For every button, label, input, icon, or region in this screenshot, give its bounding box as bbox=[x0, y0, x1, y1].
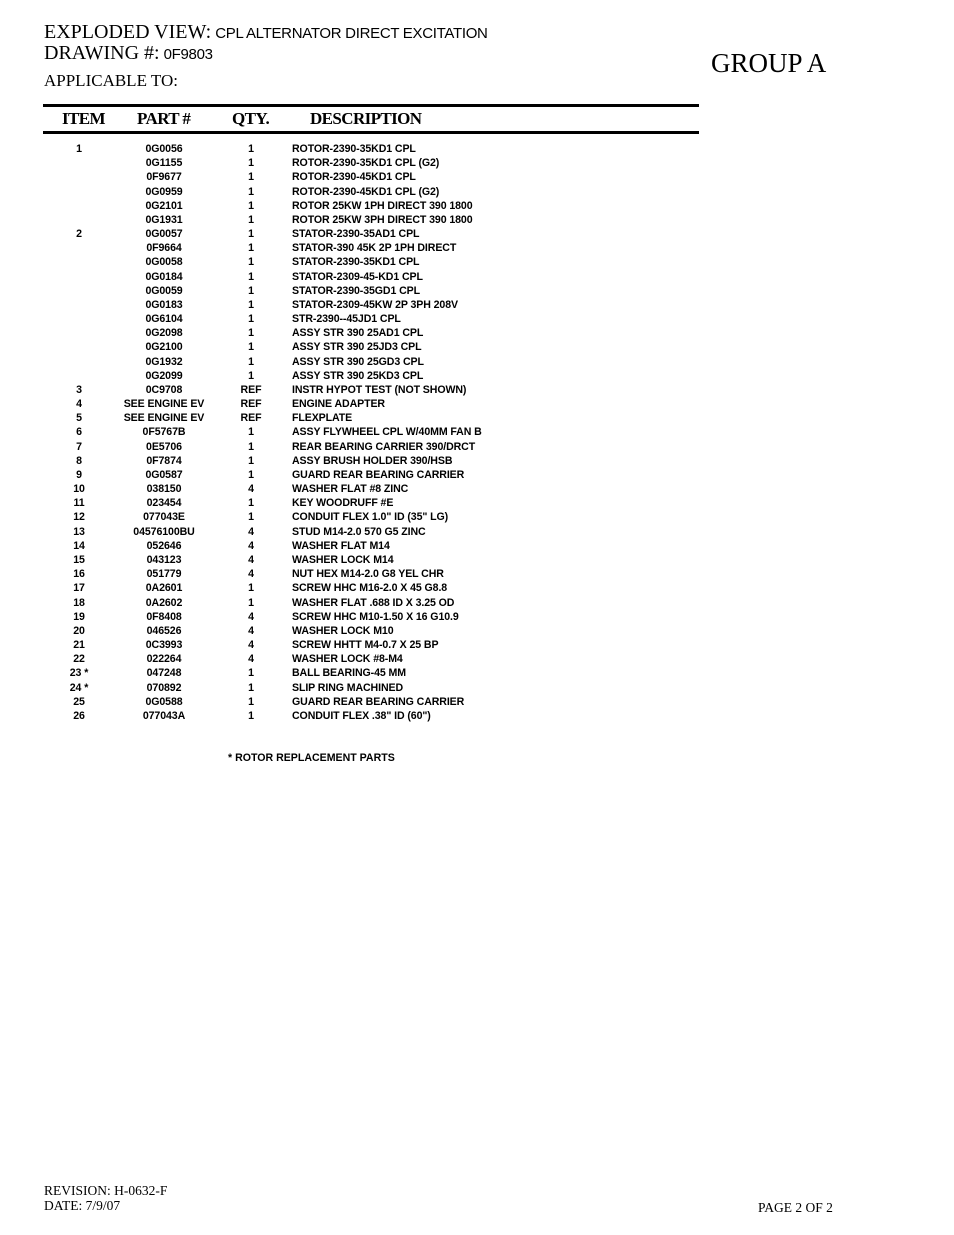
part-number-cell: 023454 bbox=[146, 497, 182, 510]
item-cell: 8 bbox=[76, 454, 82, 467]
table-row bbox=[0, 326, 954, 340]
table-row bbox=[0, 312, 954, 326]
table-row bbox=[0, 454, 954, 468]
qty-cell: 4 bbox=[248, 525, 254, 538]
description-cell: STATOR-2309-45-KD1 CPL bbox=[292, 270, 423, 283]
table-row bbox=[0, 652, 954, 666]
qty-cell: 4 bbox=[248, 483, 254, 496]
qty-cell: 4 bbox=[248, 539, 254, 552]
description-cell: SCREW HHC M10-1.50 X 16 G10.9 bbox=[292, 610, 459, 623]
qty-cell: 1 bbox=[248, 199, 254, 212]
description-cell: WASHER LOCK M10 bbox=[292, 624, 394, 637]
item-cell: 16 bbox=[73, 568, 85, 581]
drawing-number-line bbox=[44, 42, 213, 65]
part-number-cell: 0G1932 bbox=[145, 355, 183, 368]
description-cell: STR-2390--45JD1 CPL bbox=[292, 313, 401, 326]
description-cell: BALL BEARING-45 MM bbox=[292, 667, 406, 680]
table-row bbox=[0, 213, 954, 227]
part-number-cell: 0G0183 bbox=[145, 298, 183, 311]
description-cell: WASHER LOCK #8-M4 bbox=[292, 653, 403, 666]
qty-cell: 1 bbox=[248, 369, 254, 382]
column-header-qty: QTY. bbox=[232, 109, 270, 128]
description-cell: STUD M14-2.0 570 G5 ZINC bbox=[292, 525, 426, 538]
item-cell: 15 bbox=[73, 553, 85, 566]
part-number-cell: 0C3993 bbox=[145, 639, 183, 652]
part-number-cell: 046526 bbox=[146, 624, 182, 637]
part-number-cell: 0G2100 bbox=[145, 341, 183, 354]
qty-cell: 4 bbox=[248, 568, 254, 581]
table-row bbox=[0, 340, 954, 354]
table-row bbox=[0, 468, 954, 482]
qty-cell: 1 bbox=[248, 228, 254, 241]
description-cell: STATOR-2390-35GD1 CPL bbox=[292, 284, 421, 297]
qty-cell: 1 bbox=[248, 468, 254, 481]
qty-cell: 1 bbox=[248, 596, 254, 609]
description-cell: STATOR-390 45K 2P 1PH DIRECT bbox=[292, 242, 457, 255]
qty-cell: 4 bbox=[248, 639, 254, 652]
item-cell: 26 bbox=[73, 709, 85, 722]
description-cell: WASHER FLAT M14 bbox=[292, 539, 390, 552]
part-number-cell: 0G0588 bbox=[145, 695, 183, 708]
applicable-to-label: APPLICABLE TO: bbox=[44, 71, 178, 90]
item-cell: 24 * bbox=[69, 681, 89, 694]
part-number-cell: 070892 bbox=[146, 681, 182, 694]
table-row bbox=[0, 227, 954, 241]
table-row bbox=[0, 355, 954, 369]
qty-cell: 1 bbox=[248, 454, 254, 467]
table-row bbox=[0, 681, 954, 695]
part-number-cell: 0A2602 bbox=[145, 596, 183, 609]
column-header-item: ITEM bbox=[62, 109, 105, 128]
description-cell: GUARD REAR BEARING CARRIER bbox=[292, 695, 465, 708]
item-cell: 17 bbox=[73, 582, 85, 595]
description-cell: ASSY BRUSH HOLDER 390/HSB bbox=[292, 454, 453, 467]
qty-cell: 1 bbox=[248, 695, 254, 708]
description-cell: SLIP RING MACHINED bbox=[292, 681, 404, 694]
description-cell: ASSY FLYWHEEL CPL W/40MM FAN B bbox=[292, 426, 482, 439]
description-cell: CONDUIT FLEX 1.0" ID (35" LG) bbox=[292, 511, 449, 524]
qty-cell: 1 bbox=[248, 511, 254, 524]
table-row bbox=[0, 270, 954, 284]
part-number-cell: 0C9708 bbox=[145, 383, 183, 396]
description-cell: REAR BEARING CARRIER 390/DRCT bbox=[292, 440, 476, 453]
description-cell: SCREW HHC M16-2.0 X 45 G8.8 bbox=[292, 582, 448, 595]
qty-cell: 1 bbox=[248, 256, 254, 269]
qty-cell: 1 bbox=[248, 143, 254, 155]
qty-cell: 1 bbox=[248, 709, 254, 722]
part-number-cell: 077043E bbox=[143, 511, 185, 524]
description-cell: NUT HEX M14-2.0 G8 YEL CHR bbox=[292, 568, 444, 581]
part-number-cell: 043123 bbox=[146, 553, 182, 566]
qty-cell: 1 bbox=[248, 426, 254, 439]
drawing-number-value: 0F9803 bbox=[163, 46, 213, 63]
table-row bbox=[0, 695, 954, 709]
qty-cell: 1 bbox=[248, 582, 254, 595]
qty-cell: 1 bbox=[248, 440, 254, 453]
qty-cell: 1 bbox=[248, 313, 254, 326]
qty-cell: 1 bbox=[248, 341, 254, 354]
footnote: * ROTOR REPLACEMENT PARTS bbox=[228, 752, 395, 764]
qty-cell: 1 bbox=[248, 667, 254, 680]
item-cell: 25 bbox=[73, 695, 85, 708]
part-number-cell: 022264 bbox=[146, 653, 182, 666]
qty-cell: 1 bbox=[248, 284, 254, 297]
exploded-view-value: CPL ALTERNATOR DIRECT EXCITATION bbox=[215, 25, 488, 42]
part-number-cell: 0G0056 bbox=[145, 143, 183, 155]
part-number-cell: 0G0587 bbox=[145, 468, 183, 481]
part-number-cell: 0F5767B bbox=[142, 426, 186, 439]
table-row bbox=[0, 199, 954, 213]
item-cell: 7 bbox=[76, 440, 82, 453]
table-row bbox=[0, 482, 954, 496]
part-number-cell: 0G0059 bbox=[145, 284, 183, 297]
description-cell: ROTOR 25KW 3PH DIRECT 390 1800 bbox=[292, 213, 473, 226]
item-cell: 2 bbox=[76, 228, 82, 241]
item-cell: 5 bbox=[76, 412, 82, 425]
qty-cell: 1 bbox=[248, 157, 254, 170]
item-cell: 14 bbox=[73, 539, 85, 552]
table-row bbox=[0, 185, 954, 199]
table-row bbox=[0, 638, 954, 652]
part-number-cell: 052646 bbox=[146, 539, 182, 552]
qty-cell: 1 bbox=[248, 185, 254, 198]
item-cell: 21 bbox=[73, 639, 85, 652]
table-row bbox=[0, 142, 954, 156]
part-number-cell: 0F9677 bbox=[146, 171, 182, 184]
table-row bbox=[0, 369, 954, 383]
qty-cell: 4 bbox=[248, 553, 254, 566]
qty-cell: 1 bbox=[248, 327, 254, 340]
qty-cell: 4 bbox=[248, 653, 254, 666]
table-row bbox=[0, 284, 954, 298]
item-cell: 13 bbox=[73, 525, 85, 538]
description-cell: ROTOR-2390-45KD1 CPL (G2) bbox=[292, 185, 440, 198]
table-row bbox=[0, 596, 954, 610]
table-row bbox=[0, 581, 954, 595]
table-row bbox=[0, 666, 954, 680]
table-row bbox=[0, 525, 954, 539]
description-cell: ASSY STR 390 25JD3 CPL bbox=[292, 341, 422, 354]
item-cell: 4 bbox=[76, 398, 82, 411]
table-row bbox=[0, 425, 954, 439]
part-number-cell: 0G2099 bbox=[145, 369, 183, 382]
part-number-cell: 051779 bbox=[146, 568, 182, 581]
part-number-cell: 0A2601 bbox=[145, 582, 183, 595]
description-cell: ROTOR-2390-45KD1 CPL bbox=[292, 171, 416, 184]
description-cell: ROTOR-2390-35KD1 CPL (G2) bbox=[292, 157, 440, 170]
part-number-cell: 0E5706 bbox=[146, 440, 182, 453]
table-row bbox=[0, 510, 954, 524]
part-number-cell: 077043A bbox=[142, 709, 186, 722]
table-row bbox=[0, 411, 954, 425]
part-number-cell: 04576100BU bbox=[133, 525, 195, 538]
table-row bbox=[0, 383, 954, 397]
table-row bbox=[0, 170, 954, 184]
table-row bbox=[0, 496, 954, 510]
table-top-rule bbox=[43, 104, 699, 107]
part-number-cell: SEE ENGINE EV bbox=[123, 412, 205, 425]
part-number-cell: 0G6104 bbox=[145, 313, 183, 326]
part-number-cell: 0G2101 bbox=[145, 199, 183, 212]
part-number-cell: 0G0959 bbox=[145, 185, 183, 198]
qty-cell: 4 bbox=[248, 610, 254, 623]
description-cell: ASSY STR 390 25AD1 CPL bbox=[292, 327, 424, 340]
qty-cell: 1 bbox=[248, 298, 254, 311]
table-row bbox=[0, 553, 954, 567]
item-cell: 10 bbox=[73, 483, 85, 496]
description-cell: ASSY STR 390 25KD3 CPL bbox=[292, 369, 424, 382]
qty-cell: 1 bbox=[248, 171, 254, 184]
table-row bbox=[0, 709, 954, 723]
column-header-part: PART # bbox=[137, 109, 191, 128]
part-number-cell: SEE ENGINE EV bbox=[123, 398, 205, 411]
page-number: PAGE 2 OF 2 bbox=[758, 1200, 833, 1215]
table-row bbox=[0, 298, 954, 312]
group-label: GROUP A bbox=[711, 48, 827, 78]
item-cell: 3 bbox=[76, 383, 82, 396]
table-row bbox=[0, 241, 954, 255]
description-cell: INSTR HYPOT TEST (NOT SHOWN) bbox=[292, 383, 467, 396]
item-cell: 20 bbox=[73, 624, 85, 637]
qty-cell: REF bbox=[240, 383, 262, 396]
parts-table bbox=[0, 142, 954, 723]
part-number-cell: 0G0058 bbox=[145, 256, 183, 269]
item-cell: 12 bbox=[73, 511, 85, 524]
table-row bbox=[0, 156, 954, 170]
qty-cell: REF bbox=[240, 398, 262, 411]
item-cell: 1 bbox=[76, 143, 82, 155]
part-number-cell: 038150 bbox=[146, 483, 182, 496]
description-cell: SCREW HHTT M4-0.7 X 25 BP bbox=[292, 639, 439, 652]
item-cell: 9 bbox=[76, 468, 82, 481]
qty-cell: 4 bbox=[248, 624, 254, 637]
qty-cell: 1 bbox=[248, 681, 254, 694]
description-cell: ROTOR 25KW 1PH DIRECT 390 1800 bbox=[292, 199, 473, 212]
part-number-cell: 0G2098 bbox=[145, 327, 183, 340]
item-cell: 6 bbox=[76, 426, 82, 439]
item-cell: 23 * bbox=[69, 667, 89, 680]
part-number-cell: 0F7874 bbox=[146, 454, 182, 467]
qty-cell: 1 bbox=[248, 270, 254, 283]
description-cell: WASHER FLAT #8 ZINC bbox=[292, 483, 409, 496]
description-cell: ASSY STR 390 25GD3 CPL bbox=[292, 355, 424, 368]
part-number-cell: 0F8408 bbox=[146, 610, 182, 623]
date-label: DATE: 7/9/07 bbox=[44, 1198, 121, 1213]
description-cell: WASHER FLAT .688 ID X 3.25 OD bbox=[292, 596, 455, 609]
description-cell: CONDUIT FLEX .38" ID (60") bbox=[292, 709, 431, 722]
item-cell: 18 bbox=[73, 596, 85, 609]
part-number-cell: 0G1155 bbox=[145, 157, 183, 170]
description-cell: FLEXPLATE bbox=[292, 412, 353, 425]
description-cell: STATOR-2390-35KD1 CPL bbox=[292, 256, 420, 269]
qty-cell: 1 bbox=[248, 213, 254, 226]
part-number-cell: 0G1931 bbox=[145, 213, 183, 226]
qty-cell: REF bbox=[240, 412, 262, 425]
description-cell: WASHER LOCK M14 bbox=[292, 553, 394, 566]
part-number-cell: 0G0057 bbox=[145, 228, 183, 241]
qty-cell: 1 bbox=[248, 497, 254, 510]
item-cell: 22 bbox=[73, 653, 85, 666]
item-cell: 11 bbox=[73, 497, 85, 510]
exploded-view-line bbox=[44, 21, 488, 44]
table-row bbox=[0, 610, 954, 624]
description-cell: STATOR-2309-45KW 2P 3PH 208V bbox=[292, 298, 458, 311]
item-cell: 19 bbox=[73, 610, 85, 623]
column-header-description: DESCRIPTION bbox=[310, 109, 422, 128]
description-cell: KEY WOODRUFF #E bbox=[292, 497, 394, 510]
exploded-view-label: EXPLODED VIEW: bbox=[44, 21, 212, 43]
drawing-number-label: DRAWING #: bbox=[44, 42, 160, 64]
description-cell: ROTOR-2390-35KD1 CPL bbox=[292, 143, 416, 155]
qty-cell: 1 bbox=[248, 355, 254, 368]
description-cell: GUARD REAR BEARING CARRIER bbox=[292, 468, 465, 481]
table-row bbox=[0, 624, 954, 638]
table-header-rule bbox=[43, 131, 699, 134]
table-row bbox=[0, 567, 954, 581]
table-row bbox=[0, 255, 954, 269]
part-number-cell: 0F9664 bbox=[146, 242, 182, 255]
part-number-cell: 047248 bbox=[146, 667, 182, 680]
part-number-cell: 0G0184 bbox=[145, 270, 183, 283]
table-row bbox=[0, 440, 954, 454]
revision-label: REVISION: H-0632-F bbox=[44, 1183, 168, 1198]
description-cell: ENGINE ADAPTER bbox=[292, 398, 385, 411]
table-row bbox=[0, 539, 954, 553]
description-cell: STATOR-2390-35AD1 CPL bbox=[292, 228, 420, 241]
table-row bbox=[0, 397, 954, 411]
qty-cell: 1 bbox=[248, 242, 254, 255]
